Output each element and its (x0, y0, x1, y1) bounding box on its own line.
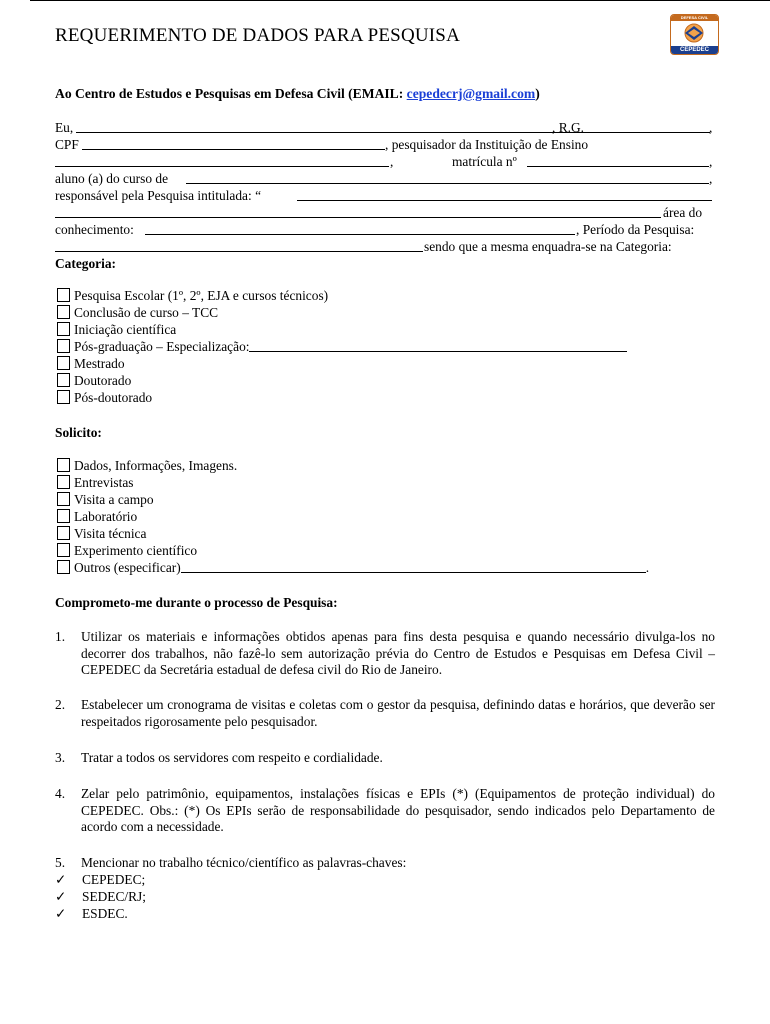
outros-period: . (645, 560, 650, 575)
checkbox[interactable] (57, 305, 70, 319)
item-text: Tratar a todos os servidores com respeito e cordialidade. (81, 750, 383, 765)
curso-field[interactable] (186, 171, 709, 184)
label-titulo: responsável pela Pesquisa intitulada: “ (55, 188, 262, 203)
categoria-label: Pesquisa Escolar (1º, 2º, EJA e cursos técnicos) (74, 288, 329, 303)
categoria-label: Pós-doutorado (74, 390, 153, 405)
solicito-item[interactable] (57, 475, 134, 491)
form-line-periodo (55, 239, 714, 255)
logo-emblem-icon (679, 22, 709, 44)
checkbox[interactable] (57, 526, 70, 540)
solicito-item[interactable] (57, 492, 154, 508)
compromisso-item-2 (55, 697, 715, 731)
area-field[interactable] (145, 222, 575, 235)
compromisso-heading: Comprometo-me durante o processo de Pesquisa: (55, 595, 338, 610)
especializacao-field[interactable] (249, 339, 627, 352)
cepedec-logo (670, 14, 719, 55)
categoria-item[interactable] (57, 373, 131, 389)
item-number: 4. (55, 786, 66, 801)
solicito-item[interactable] (57, 458, 237, 474)
checkbox[interactable] (57, 543, 70, 557)
checkbox[interactable] (57, 475, 70, 489)
label-comma-3: , (709, 154, 713, 169)
keyword-item (55, 889, 146, 905)
solicito-label: Visita técnica (74, 526, 147, 541)
solicito-heading: Solicito: (55, 425, 102, 440)
solicito-label: Laboratório (74, 509, 138, 524)
compromisso-item-4 (55, 786, 715, 836)
check-icon: ✓ (55, 889, 67, 904)
item-text: Estabelecer um cronograma de visitas e coletas com o gestor da pesquisa, definindo datas e horários, que deverão ser respeitados rigorosamente pelo pesquisador. (81, 697, 715, 729)
titulo-field[interactable] (297, 188, 712, 201)
solicito-label: Experimento científico (74, 543, 198, 558)
checkbox[interactable] (57, 458, 70, 472)
label-area: área do (663, 205, 703, 220)
categoria-item[interactable] (57, 390, 152, 406)
page-title: REQUERIMENTO DE DADOS PARA PESQUISA (55, 25, 460, 46)
form-line-area (55, 205, 714, 221)
check-icon: ✓ (55, 906, 67, 921)
addressee-prefix: Ao Centro de Estudos e Pesquisas em Defesa Civil (EMAIL: (55, 86, 407, 101)
name-field[interactable] (76, 120, 551, 133)
matricula-field[interactable] (527, 154, 709, 167)
compromisso-item-5 (55, 855, 715, 872)
cpf-field[interactable] (82, 137, 385, 150)
keyword-item (55, 906, 128, 922)
form-line-instituicao (55, 154, 714, 170)
solicito-item[interactable] (57, 543, 197, 559)
checkbox[interactable] (57, 356, 70, 370)
solicito-label: Visita a campo (74, 492, 154, 507)
categoria-label: Doutorado (74, 373, 132, 388)
checkbox[interactable] (57, 288, 70, 302)
form-line-curso (55, 171, 714, 187)
categoria-label: Conclusão de curso – TCC (74, 305, 219, 320)
categoria-label: Iniciação científica (74, 322, 177, 337)
label-categoria-intro: sendo que a mesma enquadra-se na Categoria: (424, 239, 672, 254)
form-line-titulo (55, 188, 714, 204)
logo-top-text: DEFESA CIVIL (671, 15, 718, 21)
categoria-item[interactable] (57, 288, 328, 304)
categoria-item[interactable] (57, 339, 657, 355)
categoria-item[interactable] (57, 322, 176, 338)
keyword-text: ESDEC. (82, 906, 128, 921)
label-comma-2: , (390, 154, 394, 169)
keyword-text: CEPEDEC; (82, 872, 146, 887)
form-line-name (55, 120, 714, 136)
compromisso-item-1 (55, 629, 715, 679)
categoria-item[interactable] (57, 356, 125, 372)
solicito-item[interactable] (57, 526, 146, 542)
solicito-label: Outros (especificar) (74, 560, 181, 575)
label-cpf: CPF (55, 137, 79, 152)
checkbox[interactable] (57, 322, 70, 336)
categoria-heading: Categoria: (55, 256, 116, 271)
solicito-item[interactable] (57, 509, 137, 525)
item-number: 5. (55, 855, 66, 870)
addressee-suffix: ) (535, 86, 540, 101)
item-text: Utilizar os materiais e informações obtidos apenas para fins desta pesquisa e quando necessário divulga-los no decorrer dos trabalhos, não fazê-lo sem autorização prévia do Centro de Estudos e Pesquisas em Defesa Civil – CEPEDEC da Secretária estadual de defesa civil do Rio de Janeiro. (81, 629, 715, 677)
checkbox[interactable] (57, 390, 70, 404)
check-icon: ✓ (55, 872, 67, 887)
compromisso-item-3 (55, 750, 715, 767)
outros-field[interactable] (181, 560, 646, 573)
item-text: Zelar pelo patrimônio, equipamentos, instalações físicas e EPIs (*) (Equipamentos de proteção individual) do CEPEDEC. Obs.: (*) Os EPIs serão de responsabilidade do pesquisador, sendo indicados pelo Departamento de acordo com a necessidade. (81, 786, 715, 834)
form-line-cpf (55, 137, 714, 153)
label-conhecimento: conhecimento: (55, 222, 134, 237)
label-rg: , R.G. (552, 120, 584, 135)
checkbox[interactable] (57, 560, 70, 574)
item-number: 1. (55, 629, 66, 644)
checkbox[interactable] (57, 509, 70, 523)
solicito-label: Entrevistas (74, 475, 134, 490)
categoria-item[interactable] (57, 305, 218, 321)
checkbox[interactable] (57, 492, 70, 506)
item-text: Mencionar no trabalho técnico/científico as palavras-chaves: (81, 855, 407, 870)
periodo-field[interactable] (55, 239, 423, 252)
label-comma-4: , (709, 171, 713, 186)
label-instituicao: , pesquisador da Instituição de Ensino (385, 137, 589, 152)
email-link[interactable]: cepedecrj@gmail.com (406, 86, 536, 101)
keyword-item (55, 872, 145, 888)
solicito-label: Dados, Informações, Imagens. (74, 458, 238, 473)
addressee-line (55, 86, 540, 102)
solicito-item[interactable] (57, 560, 677, 576)
label-eu: Eu, (55, 120, 74, 135)
instituicao-field[interactable] (55, 154, 389, 167)
item-number: 2. (55, 697, 66, 712)
logo-bottom-text: CEPEDEC (671, 46, 718, 54)
categoria-label: Mestrado (74, 356, 125, 371)
label-curso: aluno (a) do curso de (55, 171, 169, 186)
top-border (30, 0, 770, 1)
keyword-text: SEDEC/RJ; (82, 889, 146, 904)
label-comma-1: , (709, 120, 713, 135)
item-number: 3. (55, 750, 66, 765)
checkbox[interactable] (57, 373, 70, 387)
categoria-label: Pós-graduação – Especialização: (74, 339, 250, 354)
label-matricula: matrícula nº (452, 154, 517, 169)
rg-field-spacer (544, 120, 710, 133)
titulo-field-cont[interactable] (55, 205, 661, 218)
form-line-conhecimento (55, 222, 714, 238)
label-periodo: , Período da Pesquisa: (576, 222, 695, 237)
checkbox[interactable] (57, 339, 70, 353)
